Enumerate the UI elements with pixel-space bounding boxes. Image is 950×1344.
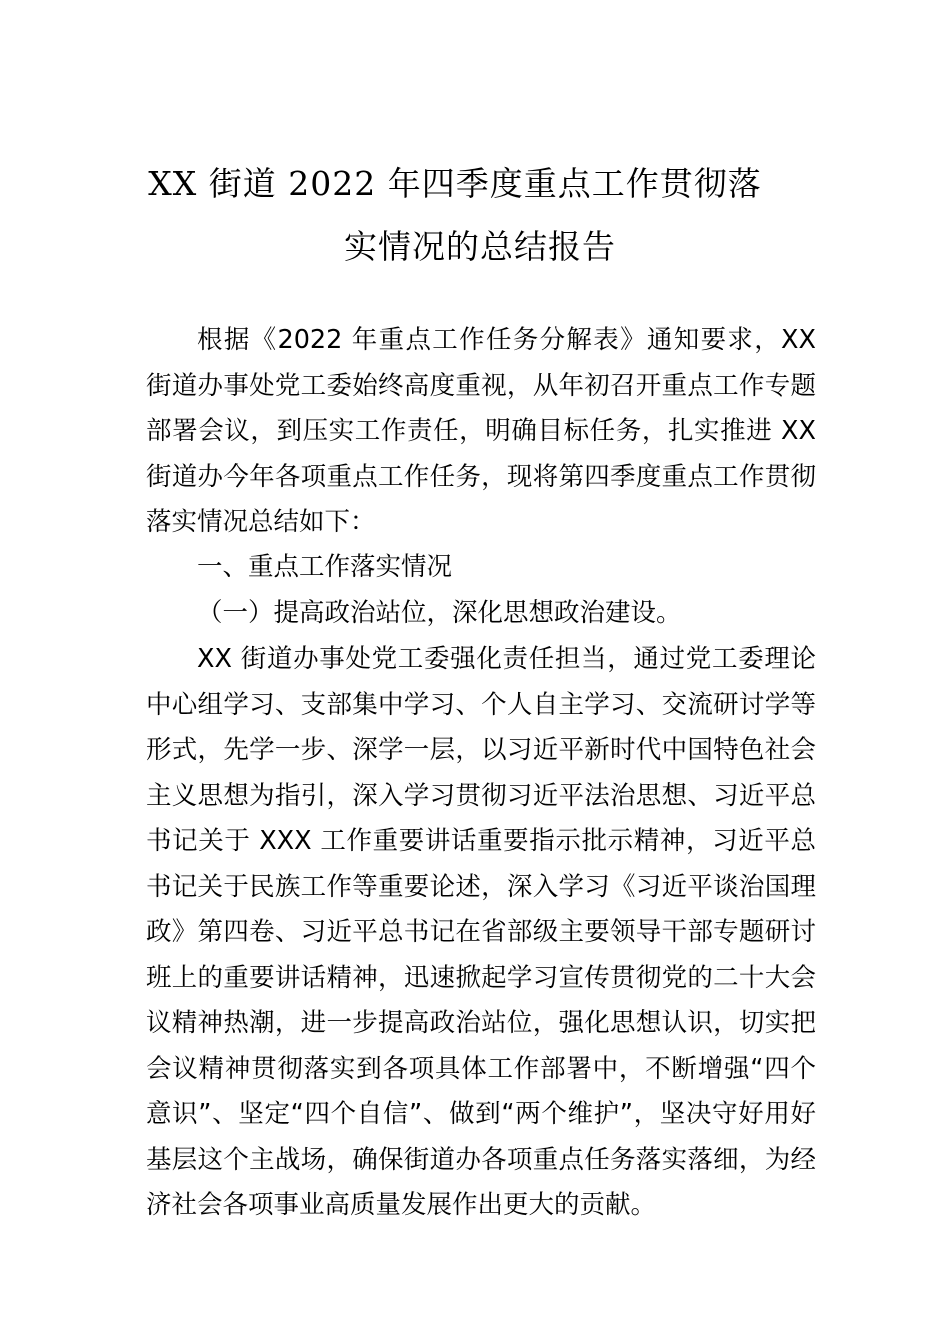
document-title-line-1: XX 街道 2022 年四季度重点工作贯彻落 (148, 164, 762, 203)
subsection-heading: （一）提高政治站位，深化思想政治建设。 (197, 598, 682, 628)
document-title-line-2: 实情况的总结报告 (344, 227, 616, 266)
section-heading: 一、重点工作落实情况 (197, 552, 453, 582)
intro-paragraph: 根据《2022 年重点工作任务分解表》通知要求，XX 街道办事处党工委始终高度重视，从年初召开重点工作专题部署会议，到压实工作责任，明确目标任务，扎实推进 XX 街道办今年各项重点工作任务，现将第四季度重点工作贯彻落实情况总结如下： (146, 325, 816, 537)
section-paragraph: XX 街道办事处党工委强化责任担当，通过党工委理论中心组学习、支部集中学习、个人自主学习、交流研讨学等形式，先学一步、深学一层，以习近平新时代中国特色社会主义思想为指引，深入学习贯彻习近平法治思想、习近平总书记关于 XXX 工作重要讲话重要指示批示精神，习近平总书记关于民族工作等重要论述，深入学习《习近平谈治国理政》第四卷、习近平总书记在省部级主要领导干部专题研讨班上的重要讲话精神，迅速掀起学习宣传贯彻党的二十大会议精神热潮，进一步提高政治站位，强化思想认识，切实把会议精神贯彻落实到各项具体工作部署中，不断增强“四个意识”、坚定“四个自信”、做到“两个维护”，坚决守好用好基层这个主战场，确保街道办各项重点任务落实落细，为经济社会各项事业高质量发展作出更大的贡献。 (146, 644, 816, 1220)
